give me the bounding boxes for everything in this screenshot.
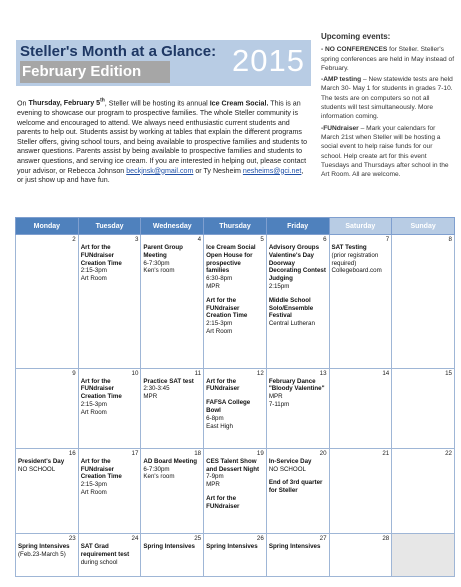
calendar-event-line: Art for the FUNdraiser Creation Time — [80, 457, 122, 481]
day-number — [394, 535, 452, 543]
intro-text-3: This is an evening to showcase our program to prospective families. The whole Steller community is welcome and encouraged to attend. We always need enthusiastic current students and parents to help out. Students assist by working at tables that explain the different programs Steller offers, giving school tours, and being available to prospective families and students to answer questions. Parents assist by being available to prospective families and students to answer questions, and serving ice cream. If you are interested in helping out, please contact your advisor, or Rebecca Johnson — [17, 99, 308, 175]
weekday-header: Monday — [16, 218, 79, 235]
calendar-day-cell — [329, 368, 392, 448]
intro-text-5: , or just show up and have fun. — [17, 166, 304, 185]
day-number: 21 — [382, 449, 390, 457]
day-number: 20 — [319, 449, 327, 457]
day-number: 24 — [131, 535, 139, 543]
upcoming-events — [321, 32, 455, 181]
calendar-event-line: 2:30-3:45 — [143, 385, 170, 393]
event-date: Thursday, February 5th — [28, 98, 105, 108]
day-number: 2 — [72, 236, 76, 243]
calendar-day-cell — [141, 448, 204, 534]
day-number: 28 — [382, 535, 390, 543]
day-number: 9 — [72, 369, 76, 377]
calendar-event-line: 2:15-3pm — [80, 400, 107, 408]
calendar-event-line: 7-11pm — [268, 400, 290, 408]
calendar-event-line: MPR — [268, 393, 283, 401]
calendar-event-line: Art for the FUNdraiser — [206, 494, 240, 510]
year-label: 2015 — [232, 43, 305, 78]
upcoming-heading: Upcoming events: — [321, 32, 391, 41]
calendar-day-cell — [141, 534, 204, 577]
calendar-week — [16, 368, 455, 448]
calendar-event-line: Art Room — [80, 408, 107, 416]
calendar-day-cell — [392, 368, 455, 448]
calendar-event-line: Advisory Groups Valentine's Day Doorway Decorating Contest Judging — [268, 244, 326, 283]
calendar-event-line: Ice Cream Social Open House for prospective families — [206, 244, 256, 275]
calendar-day-cell — [78, 368, 141, 448]
calendar-event-line: MPR — [206, 481, 220, 489]
calendar-event-line: MPR — [143, 393, 158, 401]
day-number: 23 — [68, 535, 76, 543]
day-number: 7 — [385, 236, 390, 243]
day-number: 12 — [256, 369, 264, 377]
newsletter-title: Steller's Month at a Glance: — [20, 43, 217, 60]
calendar-event-line: NO SCHOOL — [18, 465, 56, 473]
day-number: 8 — [448, 236, 452, 243]
calendar-week — [16, 534, 455, 577]
calendar-event-line: CES Talent Show and Dessert Night — [206, 457, 260, 473]
calendar-event-line: 7-9pm — [206, 473, 224, 481]
upcoming-event-title: - NO CONFERENCES — [321, 46, 388, 54]
weekday-header: Thursday — [204, 218, 267, 235]
calendar-event-line: SAT Grad requirement test — [80, 543, 130, 559]
calendar-event-line: End of 3rd quarter for Steller — [268, 479, 323, 495]
calendar-event-line: 2:15-3pm — [206, 320, 233, 328]
calendar-day-cell — [329, 235, 392, 369]
calendar-event-line: during school — [80, 558, 118, 566]
upcoming-event-item — [321, 45, 455, 73]
calendar-day-cell — [16, 534, 79, 577]
calendar-week — [16, 448, 455, 534]
day-number: 26 — [256, 535, 264, 543]
day-number: 25 — [194, 535, 202, 543]
calendar-event-line: NO SCHOOL — [268, 465, 306, 473]
calendar-event-line: 2:15-3pm — [80, 267, 107, 275]
calendar-event-line: In-Service Day — [268, 457, 312, 465]
day-number: 19 — [256, 449, 264, 457]
weekday-header: Friday — [266, 218, 329, 235]
calendar-event-line: Practice SAT test — [143, 377, 194, 385]
calendar-event-line: Art Room — [206, 327, 233, 335]
calendar-day-cell — [266, 235, 329, 369]
calendar-day-cell — [16, 368, 79, 448]
calendar-day-cell — [392, 534, 455, 577]
calendar-event-line: Art for the FUNdraiser Creation Time — [80, 244, 122, 267]
calendar-event-line: FAFSA College Bowl — [206, 399, 251, 414]
day-number: 16 — [68, 449, 76, 457]
calendar-week — [16, 235, 455, 369]
calendar-day-cell — [78, 235, 141, 369]
calendar-day-cell — [204, 448, 267, 534]
calendar-day-cell — [329, 448, 392, 534]
weekday-header: Saturday — [329, 218, 392, 235]
calendar-event-line: Spring Intensives — [206, 543, 258, 551]
calendar-event-line: (Feb.23-March 5) — [18, 551, 66, 559]
calendar-event-line: February Dance "Bloody Valentine" — [268, 377, 325, 393]
calendar-event-line: Collegeboard.com — [331, 267, 382, 275]
calendar-event-line: 2:15-3pm — [80, 481, 107, 489]
day-number: 5 — [260, 236, 264, 243]
calendar-event-line: Art Room — [80, 275, 107, 283]
calendar-event-line: MPR — [206, 282, 220, 290]
calendar-event-line: Spring Intensives — [143, 543, 195, 551]
calendar-day-cell — [204, 368, 267, 448]
intro-paragraph — [17, 97, 311, 186]
day-number: 10 — [131, 369, 139, 377]
upcoming-event-text: for Steller. Steller's spring conferences are held in May instead of February. — [321, 46, 455, 72]
intro-text-1: On — [17, 99, 29, 108]
calendar-event-line: Ken's room — [143, 267, 175, 275]
calendar-day-cell — [392, 235, 455, 369]
newsletter-banner — [16, 40, 311, 86]
upcoming-event-text: – Mark your calendars for March 21st when Steller will be hosting a social event to help raise funds for our school. Help create art for this event Tuesdays and Thursdays after school in the Art Room. All are welcome. — [321, 124, 449, 179]
day-number: 18 — [194, 449, 202, 457]
calendar-event-line: 6-7:30pm — [143, 465, 170, 473]
upcoming-event-item — [321, 75, 455, 121]
calendar-day-cell — [392, 448, 455, 534]
calendar-event-line: Art for the FUNdraiser Creation Time — [80, 377, 122, 401]
email-link-rebecca[interactable]: beckjnsk@gmail.com — [126, 166, 194, 175]
calendar-event-line: Art Room — [80, 488, 107, 496]
intro-text-4: or Ty Nesheim — [193, 166, 243, 175]
calendar-day-cell — [204, 534, 267, 577]
upcoming-event-item — [321, 124, 455, 180]
calendar-day-cell — [16, 235, 79, 369]
calendar-event-line: Spring Intensives — [268, 543, 321, 551]
event-name: Ice Cream Social. — [209, 99, 269, 108]
calendar-day-cell — [141, 235, 204, 369]
calendar-event-line: Art for the FUNdraiser — [206, 377, 240, 393]
day-number: 11 — [194, 369, 202, 377]
calendar-event-line: 6-7:30pm — [143, 259, 170, 267]
weekday-header: Wednesday — [141, 218, 204, 235]
calendar-day-cell — [266, 448, 329, 534]
day-number: 22 — [445, 449, 452, 457]
day-number: 13 — [319, 369, 327, 377]
calendar-event-line: (prior registration required) — [331, 251, 379, 267]
calendar-event-line: East High — [206, 422, 233, 430]
calendar-event-line: SAT Testing — [331, 244, 367, 251]
calendar-event-line: Art for the FUNdraiser Creation Time — [206, 296, 248, 320]
calendar-event-line: Ken's room — [143, 473, 175, 481]
calendar-event-line: 6:30-8pm — [206, 275, 233, 283]
calendar-event-line: 2:15pm — [268, 282, 290, 290]
day-number: 27 — [319, 535, 327, 543]
day-number: 14 — [382, 369, 390, 377]
intro-text-2: , Steller will be hosting its annual — [104, 99, 210, 108]
calendar-day-cell — [266, 368, 329, 448]
calendar-day-cell — [266, 534, 329, 577]
calendar-day-cell — [78, 448, 141, 534]
day-number: 3 — [134, 236, 139, 243]
edition-label: February Edition — [20, 61, 170, 83]
weekday-header: Tuesday — [78, 218, 141, 235]
weekday-header: Sunday — [392, 218, 455, 235]
february-calendar — [15, 217, 455, 577]
day-number: 6 — [323, 236, 327, 243]
calendar-day-cell — [329, 534, 392, 577]
upcoming-event-title: -FUNdraiser — [321, 124, 359, 132]
upcoming-event-text: – New statewide tests are held March 30- May 1 for students in grades 7-10. The tests are on computers so not all students will test simultaneously. More information coming. — [321, 76, 453, 121]
calendar-event-line: Central Lutheran — [268, 320, 315, 328]
calendar-event-line: 6-8pm — [206, 414, 224, 422]
calendar-event-line: Spring Intensives — [18, 543, 70, 551]
day-number: 17 — [131, 449, 139, 457]
email-link-ty[interactable]: nesheims@gci.net — [242, 166, 302, 175]
upcoming-event-title: -AMP testing — [321, 76, 362, 84]
calendar-day-cell — [78, 534, 141, 577]
calendar-event-line: AD Board Meeting — [143, 457, 198, 465]
calendar-day-cell — [204, 235, 267, 369]
calendar-day-cell — [16, 448, 79, 534]
day-number: 15 — [445, 369, 452, 377]
calendar-event-line: Middle School Solo/Ensemble Festival — [268, 296, 314, 320]
calendar-event-line: Parent Group Meeting — [143, 244, 183, 259]
day-number: 4 — [197, 236, 202, 243]
calendar-event-line: President's Day — [18, 457, 65, 465]
calendar-day-cell — [141, 368, 204, 448]
